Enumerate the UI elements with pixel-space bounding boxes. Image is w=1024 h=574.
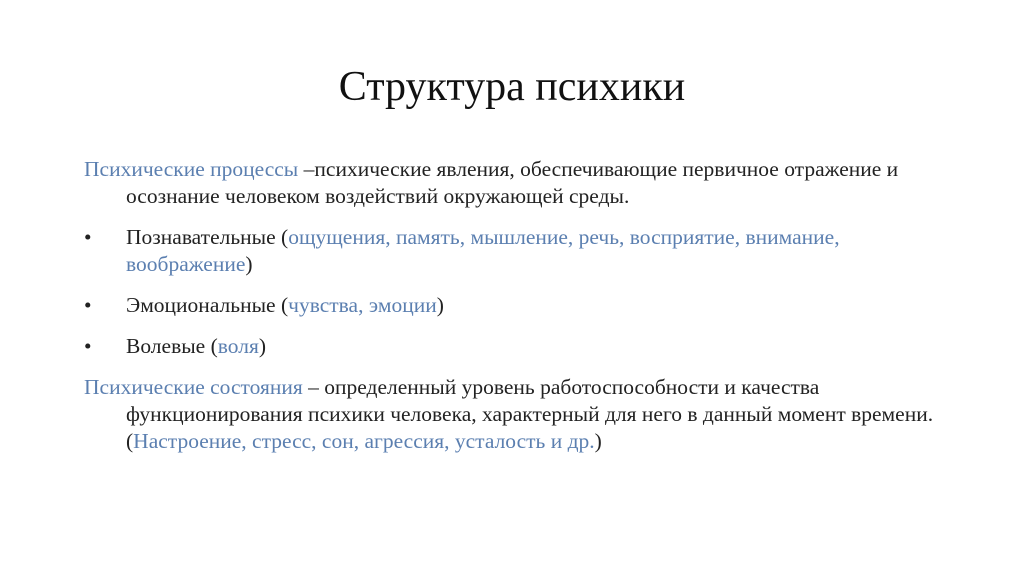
bullet-marker: • [84, 334, 92, 358]
processes-paragraph [84, 156, 944, 210]
bullet-open-paren: ( [205, 334, 218, 358]
bullet-examples: воля [217, 334, 259, 358]
bullet-examples: ощущения, память, мышление, речь, восприятие, внимание, воображение [126, 225, 840, 276]
bullet-close-paren: ) [245, 252, 253, 276]
states-examples: Настроение, стресс, сон, агрессия, усталость и др. [133, 429, 595, 453]
bullet-open-paren: ( [275, 293, 289, 317]
states-definition: – определенный уровень работоспособности и качества функционирования психики человека, характерный для него в данный момент времени. [126, 375, 934, 426]
bullet-label: Эмоциональные [126, 293, 276, 317]
states-paragraph [84, 374, 944, 455]
bullet-label: Волевые [126, 334, 206, 358]
bullet-close-paren: ) [258, 334, 267, 358]
bullet-emotional [84, 292, 944, 319]
bullet-cognitive [84, 224, 944, 278]
slide-body [84, 156, 944, 469]
bullet-open-paren: ( [275, 225, 289, 249]
bullet-marker: • [84, 293, 92, 317]
states-term: Психические состояния [84, 375, 303, 399]
processes-term: Психические процессы [84, 157, 299, 181]
states-open-paren: ( [126, 429, 134, 453]
bullet-examples: чувства, эмоции [288, 293, 437, 317]
bullet-label: Познавательные [126, 225, 276, 249]
bullet-marker: • [84, 225, 92, 249]
bullet-volitional [84, 333, 944, 360]
bullet-close-paren: ) [436, 293, 444, 317]
states-close-paren: ) [594, 429, 602, 453]
processes-definition: –психические явления, обеспечивающие первичное отражение и осознание человеком воздействий окружающей среды. [126, 157, 899, 208]
slide-title: Структура психики [338, 64, 686, 110]
